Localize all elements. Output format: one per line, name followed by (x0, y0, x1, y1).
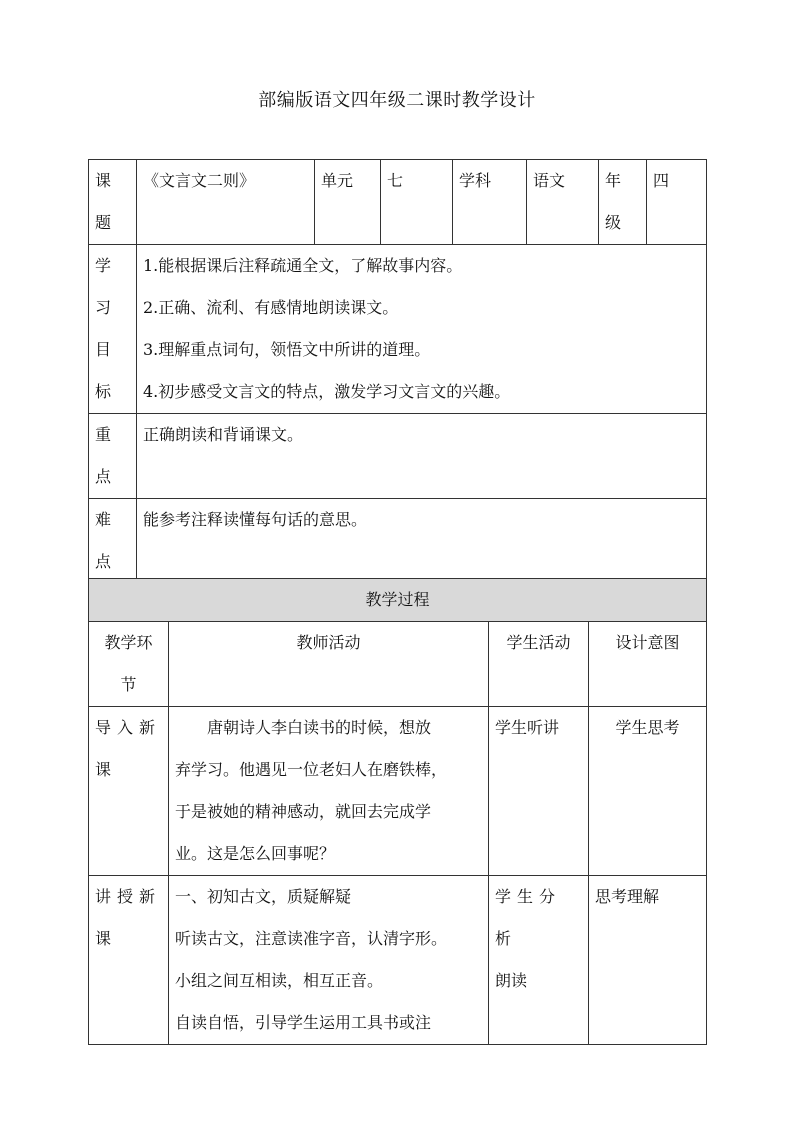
unit-value: 七 (381, 160, 453, 245)
section-title: 教学过程 (89, 579, 707, 622)
key-label: 重 点 (89, 414, 137, 499)
topic-value: 《文言文二则》 (137, 160, 315, 245)
topic-label: 课 题 (89, 160, 137, 245)
key-value: 正确朗读和背诵课文。 (137, 414, 707, 499)
objectives-content (137, 245, 707, 414)
process-table (88, 578, 707, 1045)
objectives-label: 学 习 目 标 (89, 245, 137, 414)
document-title: 部编版语文四年级二课时教学设计 (258, 90, 536, 111)
info-table (88, 159, 707, 584)
subject-label: 学科 (453, 160, 527, 245)
teacher-cell: 一、初知古文，质疑解疑 听读古文，注意读准字音，认清字形。 小组之间互相读，相互正音。 自读自悟，引导学生运用工具书或注 (169, 876, 489, 1045)
objective-item: 3.理解重点词句，领悟文中所讲的道理。 (143, 340, 431, 359)
difficulty-label: 难 点 (89, 499, 137, 584)
stage-cell: 导入新 课 (89, 707, 169, 876)
unit-label: 单元 (315, 160, 381, 245)
intent-cell: 思考理解 (589, 876, 707, 1045)
table-row (89, 707, 707, 876)
header-intent: 设计意图 (589, 622, 707, 707)
teacher-cell: 唐朝诗人李白读书的时候，想放 弃学习。他遇见一位老妇人在磨铁棒， 于是被她的精神感动，就回去完成学 业。这是怎么回事呢？ (169, 707, 489, 876)
intent-cell: 学生思考 (589, 707, 707, 876)
header-teacher: 教师活动 (169, 622, 489, 707)
table-row (89, 876, 707, 1045)
objective-item: 2.正确、流利、有感情地朗读课文。 (143, 298, 399, 317)
subject-value: 语文 (527, 160, 599, 245)
objective-item: 4.初步感受文言文的特点，激发学习文言文的兴趣。 (143, 382, 511, 401)
objective-item: 1.能根据课后注释疏通全文，了解故事内容。 (143, 256, 463, 275)
difficulty-value: 能参考注释读懂每句话的意思。 (137, 499, 707, 584)
student-cell: 学生分析 朗读 (489, 876, 589, 1045)
student-cell: 学生听讲 (489, 707, 589, 876)
grade-label: 年 级 (599, 160, 647, 245)
header-stage: 教学环 节 (89, 622, 169, 707)
grade-value: 四 (647, 160, 707, 245)
stage-cell: 讲授新 课 (89, 876, 169, 1045)
header-student: 学生活动 (489, 622, 589, 707)
